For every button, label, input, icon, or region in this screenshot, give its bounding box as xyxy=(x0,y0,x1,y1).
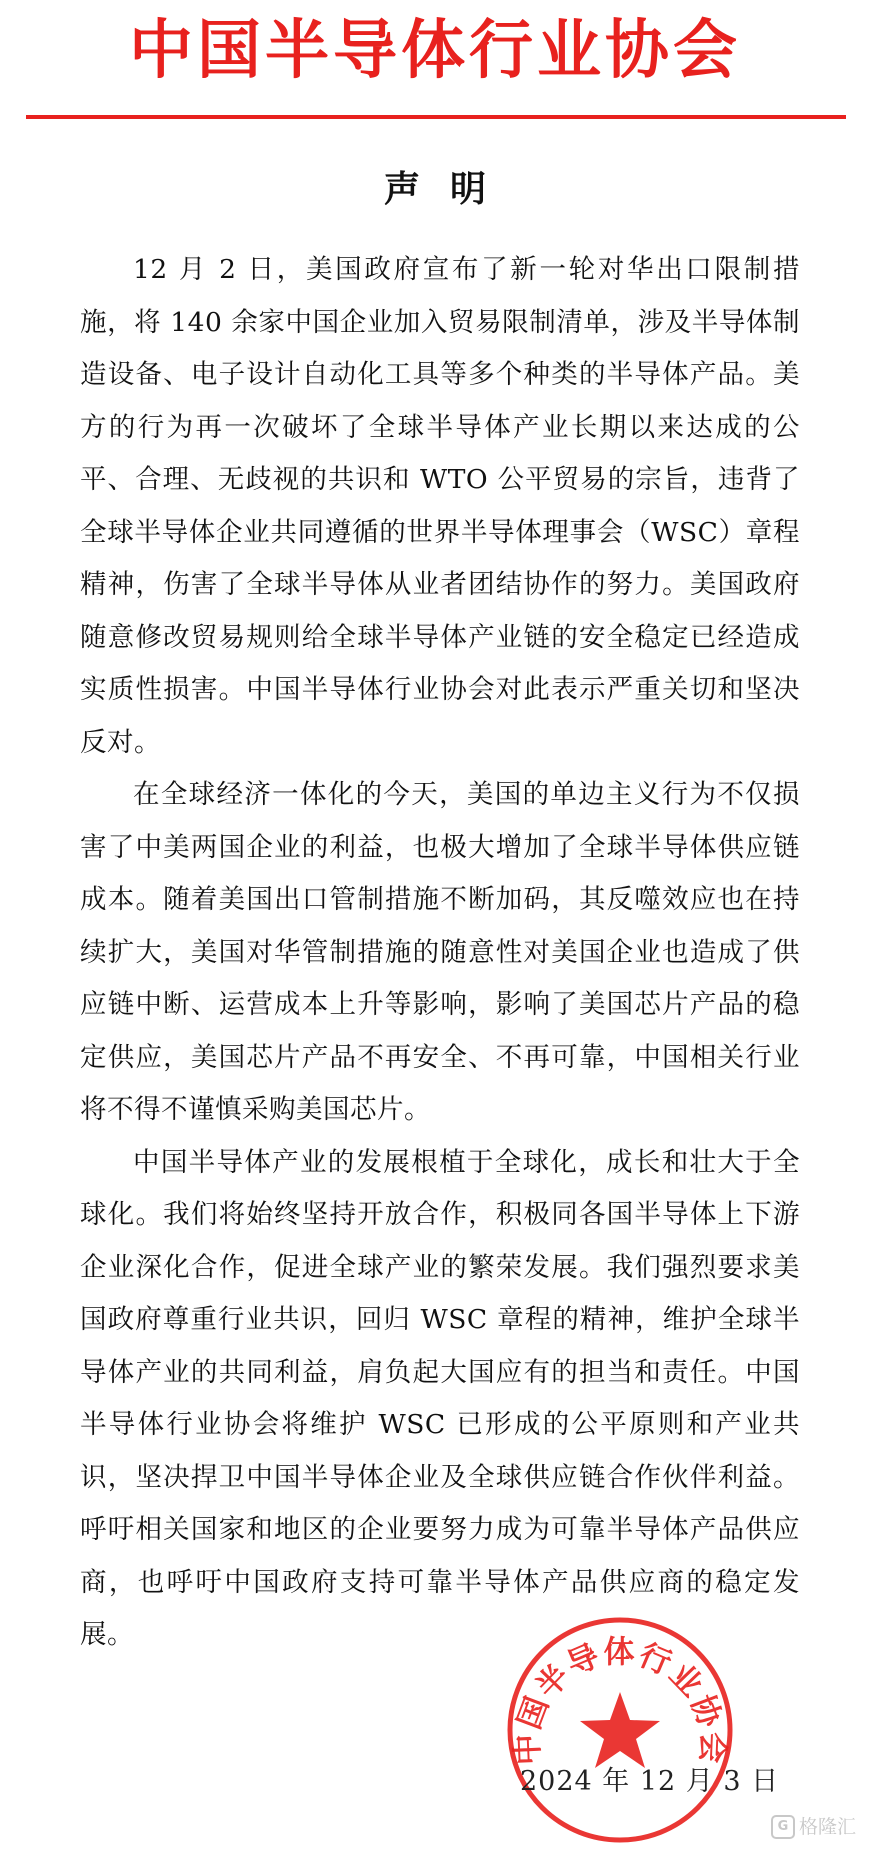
document-date: 2024 年 12 月 3 日 xyxy=(520,1766,780,1797)
watermark-text: 格隆汇 xyxy=(798,1816,856,1838)
letterhead-org-name: 中国半导体行业协会 xyxy=(129,14,741,88)
document-title: 声明 xyxy=(383,169,516,210)
paragraph-1: 12 月 2 日，美国政府宣布了新一轮对华出口限制措施，将 140 余家中国企业加入贸易限制清单，涉及半导体制造设备、电子设计自动化工具等多个种类的半导体产品。美方的行为再一次破坏了全球半导体产业长期以来达成的公平、合理、无歧视的共识和 WTO 公平贸易的宗旨，违背了全球半导体企业共同遵循的世界半导体理事会（WSC）章程精神，伤害了全球半导体从业者团结协作的努力。美国政府随意修改贸易规则给全球半导体产业链的安全稳定已经造成实质性损害。中国半导体行业协会对此表示严重关切和坚决反对。 xyxy=(80,254,800,758)
official-seal xyxy=(500,1610,740,1850)
document-body xyxy=(80,244,800,1662)
star-icon xyxy=(580,1692,660,1768)
svg-text:中国半导体行业协会: 中国半导体行业协会 xyxy=(509,1634,731,1766)
paragraph-2: 在全球经济一体化的今天，美国的单边主义行为不仅损害了中美两国企业的利益，也极大增加了全球半导体供应链成本。随着美国出口管制措施不断加码，其反噬效应也在持续扩大，美国对华管制措施的随意性对美国企业也造成了供应链中断、运营成本上升等影响，影响了美国芯片产品的稳定供应，美国芯片产品不再安全、不再可靠，中国相关行业将不得不谨慎采购美国芯片。 xyxy=(80,779,800,1125)
watermark xyxy=(771,1815,856,1839)
paragraph-3: 中国半导体产业的发展根植于全球化，成长和壮大于全球化。我们将始终坚持开放合作，积极同各国半导体上下游企业深化合作，促进全球产业的繁荣发展。我们强烈要求美国政府尊重行业共识，回归 WSC 章程的精神，维护全球半导体产业的共同利益，肩负起大国应有的担当和责任。中国半导体行业协会将维护 WSC 已形成的公平原则和产业共识，坚决捍卫中国半导体企业及全球供应链合作伙伴利益。呼吁相关国家和地区的企业要努力成为可靠半导体产品供应商，也呼吁中国政府支持可靠半导体产品供应商的稳定发展。 xyxy=(80,1146,800,1650)
watermark-logo-icon: G xyxy=(771,1815,795,1839)
letterhead-divider xyxy=(26,115,846,119)
